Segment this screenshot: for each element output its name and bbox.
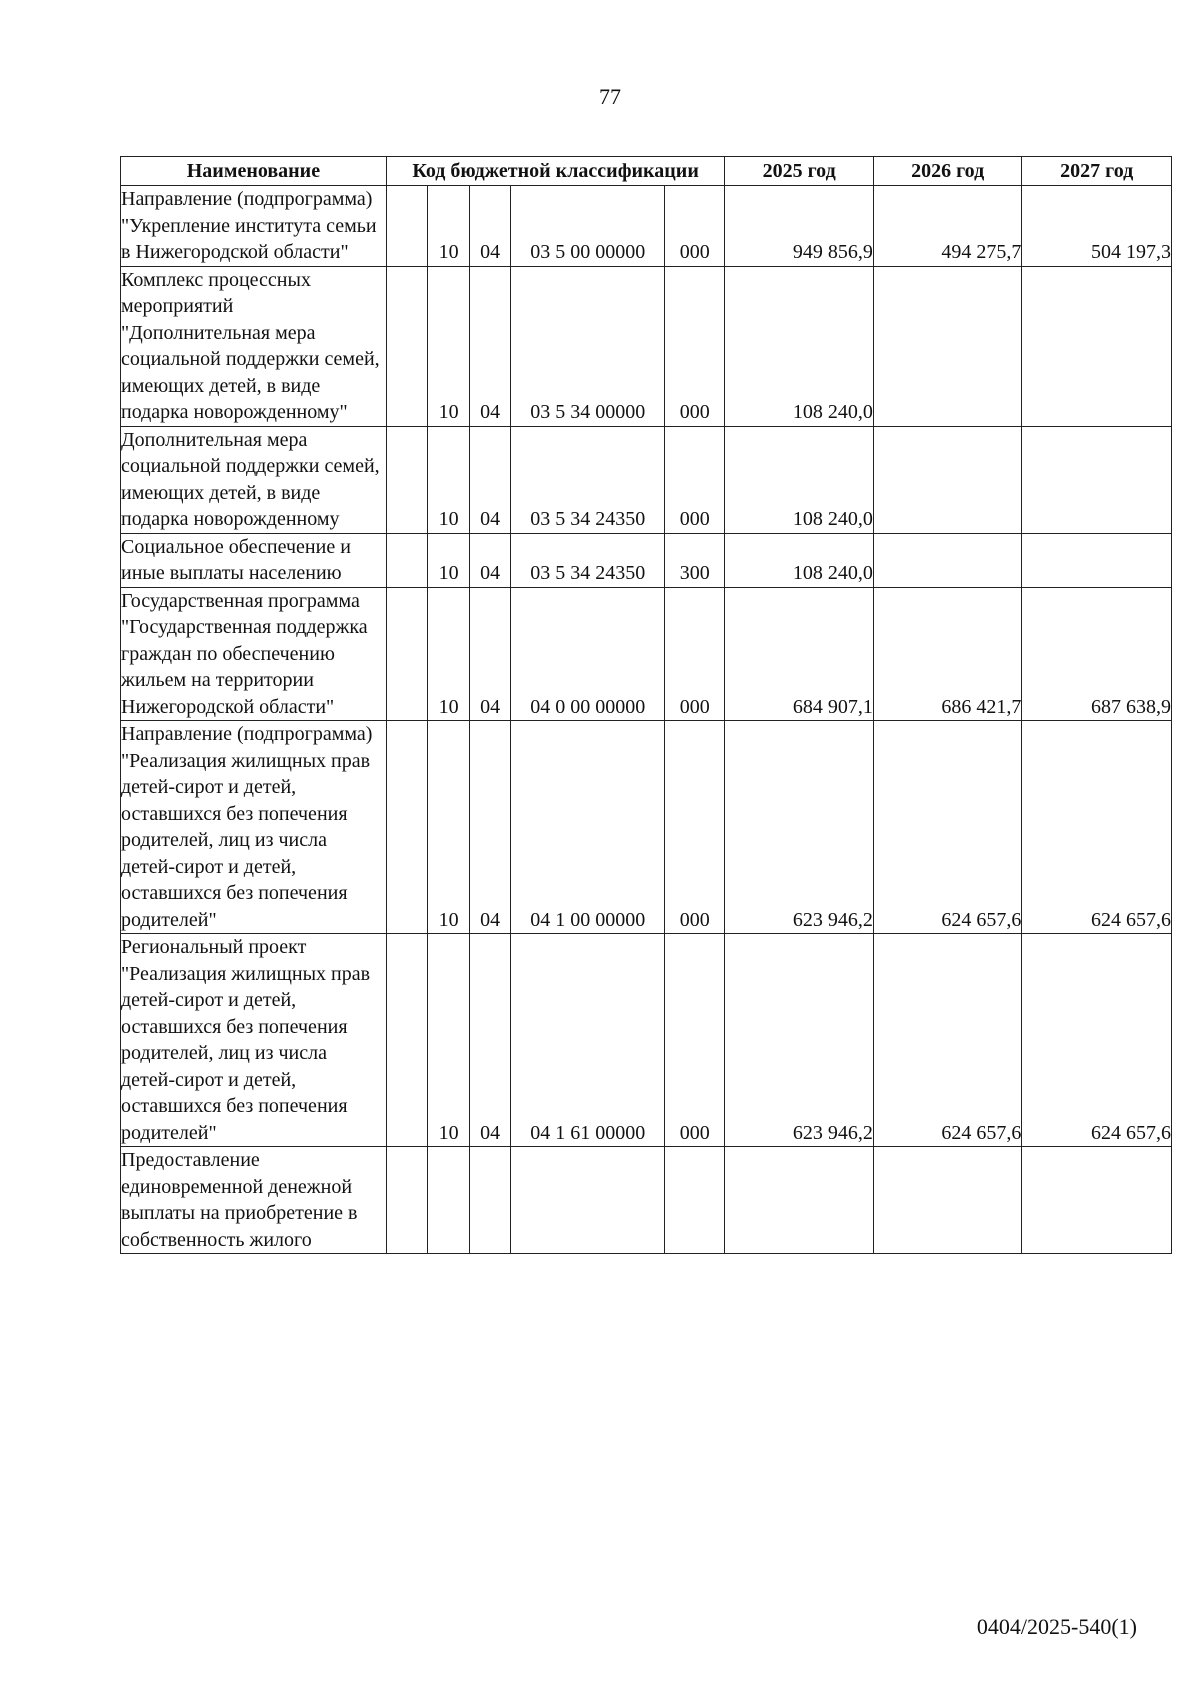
- budget-table: [120, 156, 1172, 1254]
- amount-2026: 624 657,6: [873, 934, 1022, 1147]
- amount-2025: 108 240,0: [725, 426, 874, 533]
- code-cell-0: [386, 721, 428, 934]
- code-cell-0: [386, 186, 428, 267]
- table-row: [121, 426, 1172, 533]
- code-expense-type: 000: [665, 426, 725, 533]
- code-section: 10: [428, 533, 470, 587]
- document-number: 0404/2025-540(1): [976, 1614, 1137, 1639]
- code-cell-0: [386, 266, 428, 426]
- amount-2027: 624 657,6: [1022, 721, 1172, 934]
- code-target-item: 03 5 34 24350: [511, 533, 665, 587]
- amount-2025: 108 240,0: [725, 266, 874, 426]
- code-expense-type: 000: [665, 934, 725, 1147]
- amount-2026: [873, 1147, 1022, 1254]
- code-target-item: 03 5 34 24350: [511, 426, 665, 533]
- amount-2027: 504 197,3: [1022, 186, 1172, 267]
- amount-2027: 624 657,6: [1022, 934, 1172, 1147]
- code-cell-0: [386, 587, 428, 721]
- row-name: Государственная программа "Государственная поддержка граждан по обеспечению жильем на территории Нижегородской области": [121, 587, 387, 721]
- amount-2025: 108 240,0: [725, 533, 874, 587]
- row-name: Дополнительная мера социальной поддержки семей, имеющих детей, в виде подарка новорожденному: [121, 426, 387, 533]
- header-2026: 2026 год: [873, 157, 1022, 186]
- header-row: [121, 157, 1172, 186]
- code-expense-type: 000: [665, 186, 725, 267]
- code-subsection: [469, 1147, 511, 1254]
- code-section: 10: [428, 186, 470, 267]
- code-subsection: 04: [469, 426, 511, 533]
- header-2025: 2025 год: [725, 157, 874, 186]
- code-expense-type: 300: [665, 533, 725, 587]
- row-name: Комплекс процессных мероприятий "Дополнительная мера социальной поддержки семей, имеющих детей, в виде подарка новорожденному": [121, 266, 387, 426]
- amount-2027: [1022, 266, 1172, 426]
- code-section: 10: [428, 587, 470, 721]
- table-row: [121, 587, 1172, 721]
- amount-2025: 949 856,9: [725, 186, 874, 267]
- code-expense-type: 000: [665, 721, 725, 934]
- amount-2027: 687 638,9: [1022, 587, 1172, 721]
- code-section: [428, 1147, 470, 1254]
- row-name: Социальное обеспечение и иные выплаты населению: [121, 533, 387, 587]
- code-subsection: 04: [469, 186, 511, 267]
- amount-2026: [873, 426, 1022, 533]
- amount-2026: 624 657,6: [873, 721, 1022, 934]
- header-2027: 2027 год: [1022, 157, 1172, 186]
- amount-2026: [873, 533, 1022, 587]
- code-target-item: 04 1 61 00000: [511, 934, 665, 1147]
- code-section: 10: [428, 426, 470, 533]
- code-cell-0: [386, 934, 428, 1147]
- row-name: Предоставление единовременной денежной выплаты на приобретение в собственность жилого: [121, 1147, 387, 1254]
- row-name: Направление (подпрограмма) "Реализация жилищных прав детей-сирот и детей, оставшихся без попечения родителей, лиц из числа детей-сирот и детей, оставшихся без попечения родителей": [121, 721, 387, 934]
- code-section: 10: [428, 266, 470, 426]
- amount-2025: 684 907,1: [725, 587, 874, 721]
- code-cell-0: [386, 533, 428, 587]
- code-subsection: 04: [469, 266, 511, 426]
- code-subsection: 04: [469, 533, 511, 587]
- amount-2026: 686 421,7: [873, 587, 1022, 721]
- code-cell-0: [386, 1147, 428, 1254]
- amount-2027: [1022, 1147, 1172, 1254]
- code-subsection: 04: [469, 934, 511, 1147]
- amount-2026: 494 275,7: [873, 186, 1022, 267]
- code-target-item: 03 5 00 00000: [511, 186, 665, 267]
- code-subsection: 04: [469, 721, 511, 934]
- page-number: 77: [599, 84, 621, 109]
- amount-2027: [1022, 533, 1172, 587]
- amount-2025: 623 946,2: [725, 721, 874, 934]
- code-cell-0: [386, 426, 428, 533]
- code-target-item: 04 1 00 00000: [511, 721, 665, 934]
- code-target-item: 04 0 00 00000: [511, 587, 665, 721]
- table-row: [121, 1147, 1172, 1254]
- header-code: Код бюджетной классификации: [386, 157, 725, 186]
- table-row: [121, 266, 1172, 426]
- row-name: Направление (подпрограмма) "Укрепление института семьи в Нижегородской области": [121, 186, 387, 267]
- code-section: 10: [428, 934, 470, 1147]
- code-expense-type: 000: [665, 587, 725, 721]
- header-name: Наименование: [121, 157, 387, 186]
- code-section: 10: [428, 721, 470, 934]
- table-row: [121, 934, 1172, 1147]
- amount-2025: [725, 1147, 874, 1254]
- code-subsection: 04: [469, 587, 511, 721]
- table-row: [121, 721, 1172, 934]
- code-expense-type: 000: [665, 266, 725, 426]
- code-target-item: 03 5 34 00000: [511, 266, 665, 426]
- amount-2026: [873, 266, 1022, 426]
- table-row: [121, 186, 1172, 267]
- amount-2027: [1022, 426, 1172, 533]
- code-target-item: [511, 1147, 665, 1254]
- amount-2025: 623 946,2: [725, 934, 874, 1147]
- code-expense-type: [665, 1147, 725, 1254]
- row-name: Региональный проект "Реализация жилищных прав детей-сирот и детей, оставшихся без попечения родителей, лиц из числа детей-сирот и детей, оставшихся без попечения родителей": [121, 934, 387, 1147]
- table-row: [121, 533, 1172, 587]
